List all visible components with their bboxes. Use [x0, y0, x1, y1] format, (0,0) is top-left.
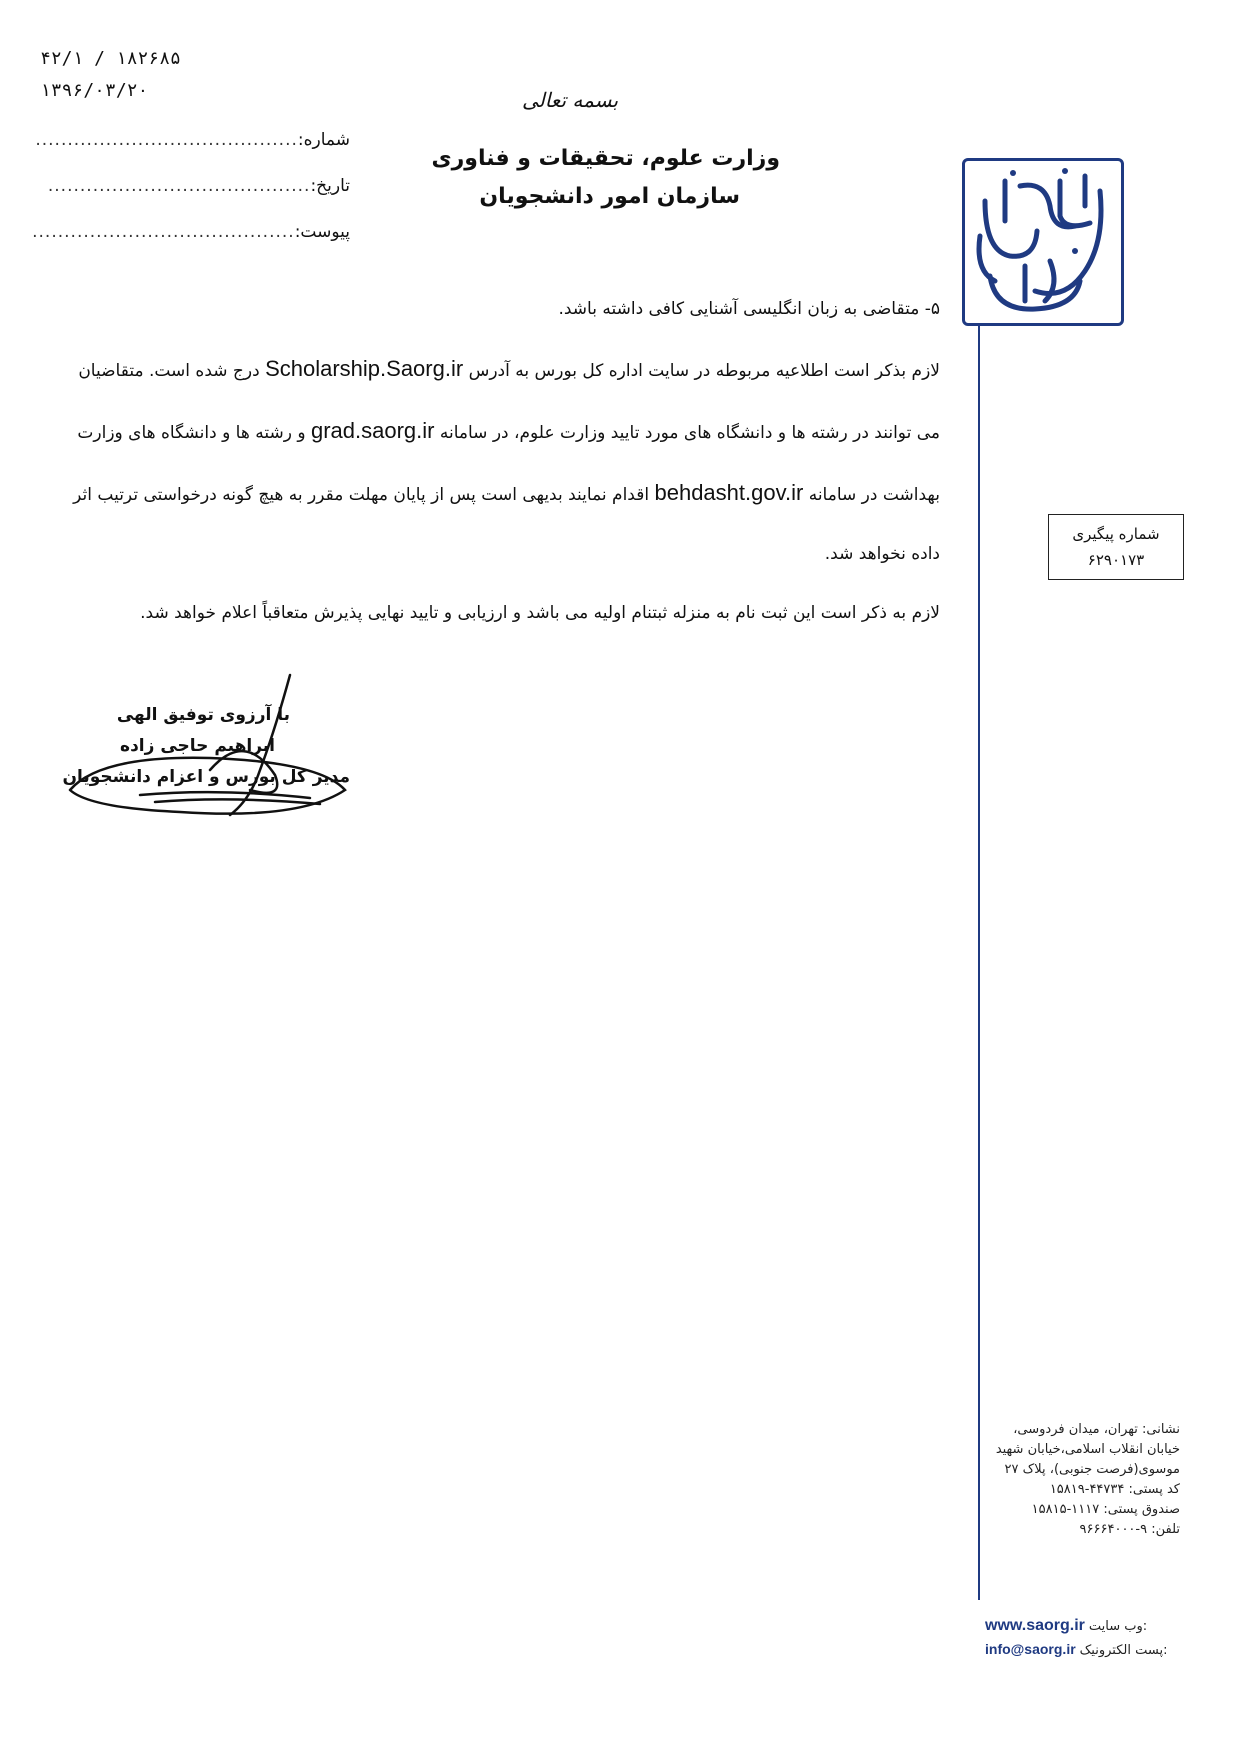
field-number-row [35, 130, 350, 176]
field-date-row [47, 176, 350, 222]
field-number-label: شماره: [297, 130, 350, 150]
website-link[interactable]: www.saorg.ir [985, 1617, 1085, 1634]
handwritten-signature-icon [60, 670, 360, 830]
paragraph-1-part-b: درج شده است. متقاضیان می توانند در رشته ها و دانشگاه های مورد تایید وزارت علوم، در سامانه [78, 361, 940, 443]
ministry-name: وزارت علوم، تحقیقات و فناوری [431, 146, 780, 171]
address-line: صندوق پستی: ۱۱۱۷-۱۵۸۱۵ [1031, 1502, 1180, 1517]
website-row [985, 1615, 1185, 1638]
footer-contact [985, 1615, 1185, 1662]
body-paragraph-1 [58, 339, 940, 584]
paragraph-1-part-a: لازم بذکر است اطلاعیه مربوطه در سایت اداره کل بورس به آدرس [468, 361, 940, 381]
basmala: بسمه تعالی [521, 88, 619, 112]
website-label: وب سایت: [1088, 1619, 1148, 1634]
letter-body [58, 280, 940, 643]
field-attachment-label: پیوست: [294, 222, 350, 242]
letter-reference-number: ۴۲/۱ / ۱۸۲۶۸۵ [40, 48, 181, 69]
field-attachment-value: ......................................... [32, 222, 295, 242]
field-date-label: تاریخ: [310, 176, 350, 196]
field-date-value: ......................................... [47, 176, 311, 196]
scholarship-site-link[interactable]: Scholarship.Saorg.ir [265, 356, 464, 381]
address-line: موسوی(فرصت جنوبی)، پلاک ۲۷ [1004, 1462, 1180, 1477]
signatory-title: مدیر کل بورس و اعزام دانشجویان [62, 767, 350, 787]
logo-calligraphy-icon [965, 161, 1121, 323]
tracking-number-box [1048, 514, 1184, 580]
organization-name: سازمان امور دانشجویان [479, 184, 740, 209]
address-line: کد پستی: ۴۴۷۳۴-۱۵۸۱۹ [1049, 1482, 1180, 1497]
tracking-number: ۶۲۹۰۱۷۳ [1087, 551, 1145, 569]
paragraph-1-part-c: و رشته ها و دانشگاه های وزارت بهداشت در سامانه [77, 423, 940, 505]
signoff-closing: با آرزوی توفیق الهی [116, 705, 290, 725]
field-number-value: ......................................... [35, 130, 298, 150]
field-attachment-row [32, 222, 350, 268]
body-paragraph-2: لازم به ذکر است این ثبت نام به منزله ثبتنام اولیه می باشد و ارزیابی و تایید نهایی پذیرش متعاقباً اعلام خواهد شد. [140, 603, 940, 623]
footer-address [985, 1420, 1180, 1540]
letter-fields [32, 130, 350, 268]
address-line: خیابان انقلاب اسلامی،خیابان شهید [995, 1442, 1180, 1457]
email-label: پست الکترونیک: [1079, 1643, 1168, 1658]
margin-divider-line [978, 325, 980, 1600]
address-line: تلفن: ۹-۹۶۶۶۴۰۰۰ [1079, 1522, 1180, 1537]
email-row [985, 1638, 1185, 1662]
letter-reference-date: ۱۳۹۶/۰۳/۲۰ [40, 80, 149, 101]
address-line: نشانی: تهران، میدان فردوسی، [1013, 1422, 1180, 1437]
organization-logo [962, 158, 1124, 326]
tracking-label: شماره پیگیری [1072, 525, 1160, 543]
requirement-item-5: ۵- متقاضی به زبان انگلیسی آشنایی کافی داشته باشد. [558, 299, 940, 319]
grad-site-link[interactable]: grad.saorg.ir [310, 418, 435, 443]
email-link[interactable]: info@saorg.ir [985, 1641, 1076, 1657]
paragraph-1-part-d: اقدام نمایند بدیهی است پس از پایان مهلت مقرر به هیچ گونه درخواستی ترتیب اثر داده نخواهد شد. [73, 485, 940, 564]
behdasht-site-link[interactable]: behdasht.gov.ir [654, 480, 804, 505]
signatory-name: ابراهیم حاجی زاده [120, 736, 275, 756]
